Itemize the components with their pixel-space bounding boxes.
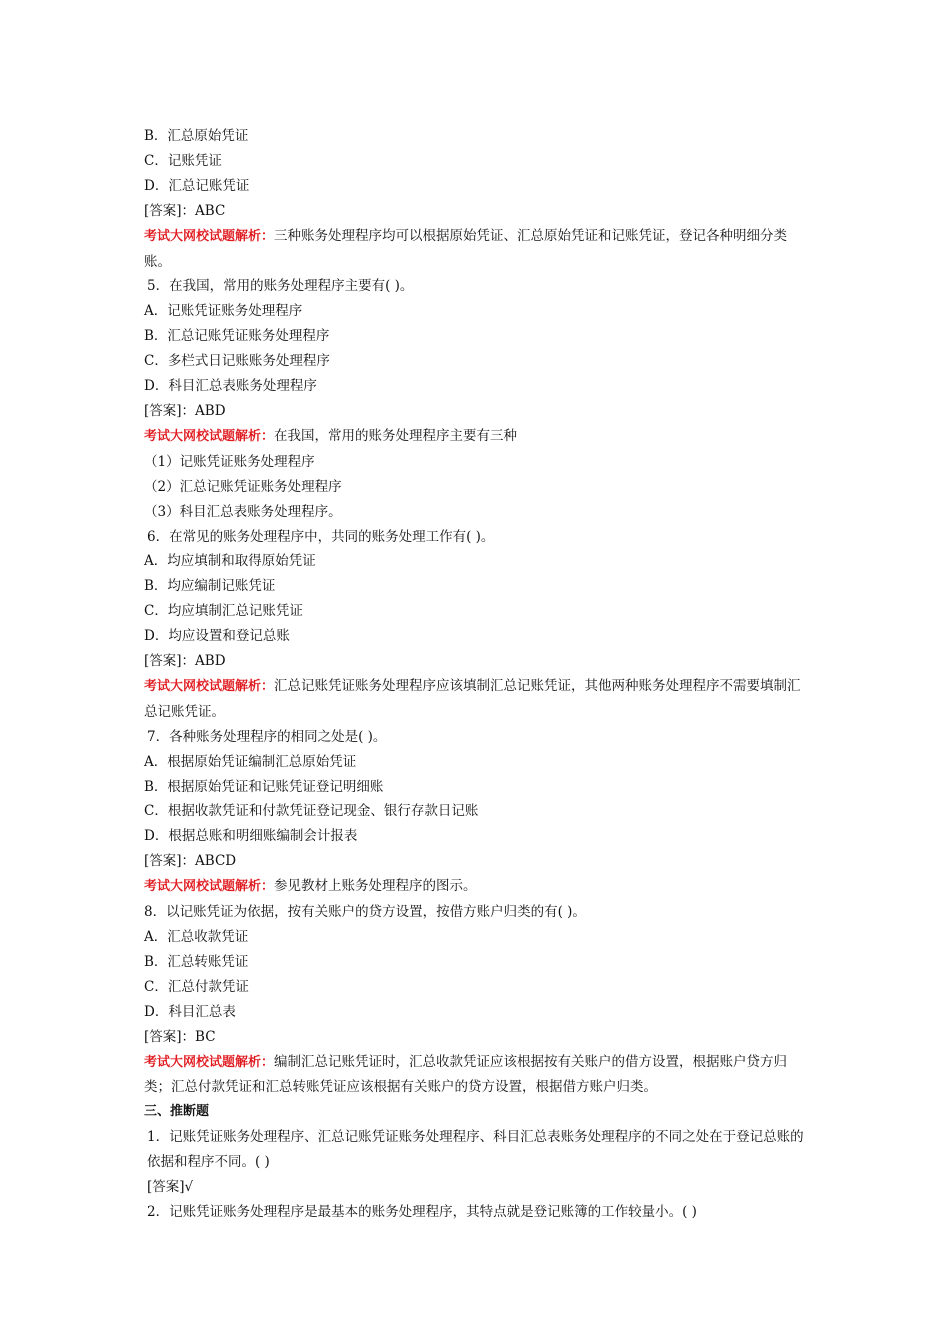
- option-b: B．汇总原始凭证: [144, 128, 249, 144]
- answer: [答案]：ABD: [144, 653, 226, 670]
- answer: [答案]：BC: [144, 1028, 216, 1045]
- option-c: C．多栏式日记账账务处理程序: [144, 353, 330, 370]
- analysis: [144, 224, 808, 275]
- analysis-text: 编制汇总记账凭证时，汇总收款凭证应该根据按有关账户的借方设置，根据账户贷方归类；汇总付款凭证和汇总转账凭证应该根据有关账户的贷方设置，根据借方账户归类。: [144, 1053, 788, 1096]
- answer: [答案]√: [147, 1179, 194, 1196]
- question: 5．在我国，常用的账务处理程序主要有( )。: [147, 278, 414, 295]
- analysis-item: （1）记账凭证账务处理程序: [144, 453, 315, 470]
- answer: [答案]：ABC: [144, 202, 226, 219]
- section-heading: 三、推断题: [144, 1104, 210, 1120]
- analysis-label: 考试大网校试题解析：: [144, 879, 275, 895]
- option-d: D．汇总记账凭证: [144, 177, 250, 194]
- option-c: C．根据收款凭证和付款凭证登记现金、银行存款日记账: [144, 803, 479, 820]
- option-d: D．均应设置和登记总账: [144, 628, 290, 645]
- option-b: B．根据原始凭证和记账凭证登记明细账: [144, 778, 384, 795]
- option-b: B．汇总转账凭证: [144, 953, 249, 970]
- option-a: A．记账凭证账务处理程序: [144, 303, 303, 320]
- analysis-text: 汇总记账凭证账务处理程序应该填制汇总记账凭证，其他两种账务处理程序不需要填制汇总记账凭证。: [144, 677, 801, 720]
- option-c: C．记账凭证: [144, 152, 222, 169]
- analysis-text: 三种账务处理程序均可以根据原始凭证、汇总原始凭证和记账凭证，登记各种明细分类账。: [144, 227, 788, 270]
- option-b: B．均应编制记账凭证: [144, 578, 276, 595]
- question: 7．各种账务处理程序的相同之处是( )。: [147, 728, 387, 745]
- option-c: C．汇总付款凭证: [144, 978, 249, 995]
- analysis: [144, 674, 808, 725]
- analysis: [144, 1050, 808, 1101]
- answer: [答案]：ABD: [144, 402, 226, 419]
- analysis: [144, 424, 808, 450]
- answer: [答案]：ABCD: [144, 853, 237, 870]
- option-d: D．根据总账和明细账编制会计报表: [144, 828, 358, 845]
- analysis-text: 在我国，常用的账务处理程序主要有三种: [274, 427, 518, 444]
- question: 8．以记账凭证为依据，按有关账户的贷方设置，按借方账户归类的有( )。: [144, 904, 586, 921]
- question: 6．在常见的账务处理程序中，共同的账务处理工作有( )。: [147, 528, 495, 545]
- option-a: A．均应填制和取得原始凭证: [144, 553, 316, 570]
- analysis-item: （2）汇总记账凭证账务处理程序: [144, 478, 342, 495]
- option-a: A．汇总收款凭证: [144, 929, 249, 945]
- document-page: [144, 124, 808, 1225]
- option-d: D．科目汇总表账务处理程序: [144, 378, 317, 395]
- analysis: [144, 874, 808, 900]
- option-d: D．科目汇总表: [144, 1003, 236, 1020]
- analysis-label: 考试大网校试题解析：: [144, 228, 275, 244]
- option-b: B．汇总记账凭证账务处理程序: [144, 328, 330, 345]
- analysis-label: 考试大网校试题解析：: [144, 428, 275, 444]
- judgement-question: 1．记账凭证账务处理程序、汇总记账凭证账务处理程序、科目汇总表账务处理程序的不同之处在于登记总账的依据和程序不同。( ): [147, 1129, 804, 1171]
- option-c: C．均应填制汇总记账凭证: [144, 603, 303, 620]
- judgement-question: 2．记账凭证账务处理程序是最基本的账务处理程序，其特点就是登记账簿的工作较量小。( ): [147, 1203, 697, 1220]
- analysis-label: 考试大网校试题解析：: [144, 1054, 275, 1070]
- analysis-label: 考试大网校试题解析：: [144, 678, 275, 694]
- analysis-item: （3）科目汇总表账务处理程序。: [144, 503, 342, 520]
- option-a: A．根据原始凭证编制汇总原始凭证: [144, 753, 357, 770]
- analysis-text: 参见教材上账务处理程序的图示。: [274, 878, 477, 895]
